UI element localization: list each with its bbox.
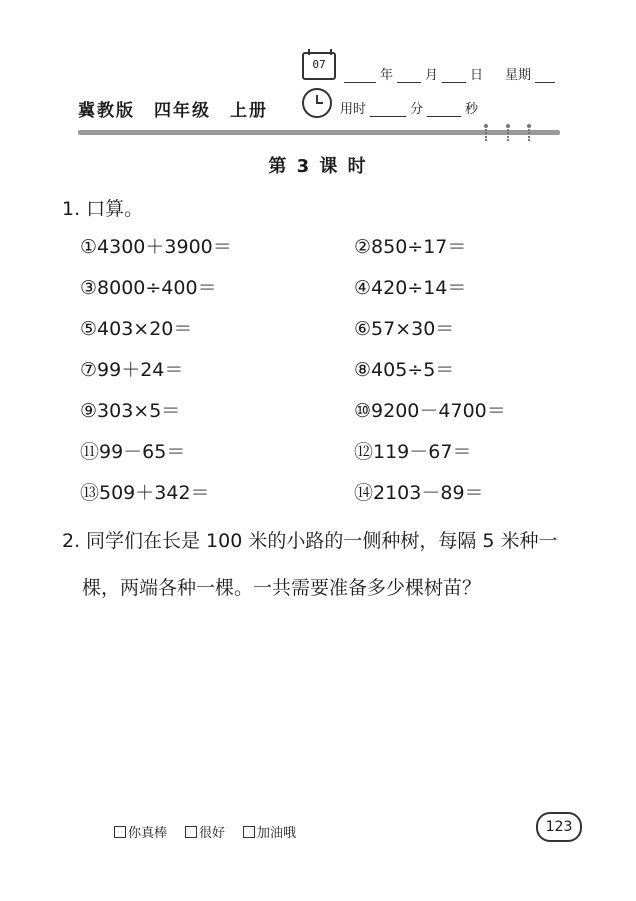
question-2-number: 2. xyxy=(62,530,81,552)
pin-icon xyxy=(506,124,510,142)
self-rating xyxy=(114,822,296,841)
calendar-rings xyxy=(308,49,332,55)
calendar-icon-number: 07 xyxy=(312,58,326,71)
calc-item: ⑭2103－89＝ xyxy=(354,482,484,504)
weekday-blank[interactable] xyxy=(535,70,555,83)
checkbox-icon[interactable] xyxy=(243,826,255,838)
calc-item: ④420÷14＝ xyxy=(354,277,467,299)
question-2-text-1: 同学们在长是 100 米的小路的一侧种树，每隔 5 米种一 xyxy=(86,530,558,552)
calc-item: ⑥57×30＝ xyxy=(354,318,455,340)
day-blank[interactable] xyxy=(442,70,466,83)
checkbox-icon[interactable] xyxy=(185,826,197,838)
question-2-text-2: 棵，两端各种一棵。一共需要准备多少棵树苗？ xyxy=(82,577,482,599)
question-2-line-1 xyxy=(62,518,582,565)
lesson-title: 第 3 课 时 xyxy=(268,156,368,177)
calc-item: ⑬509＋342＝ xyxy=(80,482,210,504)
minutes-blank[interactable] xyxy=(370,104,406,117)
rating-option-keep-going[interactable] xyxy=(243,822,296,841)
question-1-title: 1. 口算。 xyxy=(62,198,144,220)
minutes-label: 分 xyxy=(410,102,424,117)
publisher-label: 冀教版 四年级 上册 xyxy=(78,101,268,121)
month-label: 月 xyxy=(425,68,439,83)
calc-item: ②850÷17＝ xyxy=(354,236,467,258)
calc-item: ⑨303×5＝ xyxy=(80,400,181,422)
question-2 xyxy=(62,518,582,612)
calc-item: ⑤403×20＝ xyxy=(80,318,193,340)
month-blank[interactable] xyxy=(397,70,421,83)
calc-item: ⑪99－65＝ xyxy=(80,441,186,463)
seconds-blank[interactable] xyxy=(427,104,461,117)
rating-label: 加油哦 xyxy=(257,826,297,841)
checkbox-icon[interactable] xyxy=(114,826,126,838)
pin-icon xyxy=(527,124,531,142)
time-line xyxy=(340,98,478,117)
clock-icon xyxy=(302,88,332,118)
calc-item: ⑩9200－4700＝ xyxy=(354,400,506,422)
calc-item: ⑫119－67＝ xyxy=(354,441,472,463)
page-number: 123 xyxy=(536,812,582,842)
rating-label: 很好 xyxy=(199,826,226,841)
calc-item: ⑦99＋24＝ xyxy=(80,359,184,381)
calc-item: ①4300＋3900＝ xyxy=(80,236,232,258)
calendar-icon xyxy=(302,52,336,80)
year-blank[interactable] xyxy=(344,70,376,83)
pin-icon xyxy=(484,124,488,142)
rating-label: 你真棒 xyxy=(128,826,168,841)
time-used-label: 用时 xyxy=(340,102,367,117)
calc-item: ③8000÷400＝ xyxy=(80,277,217,299)
date-line xyxy=(340,64,559,83)
year-label: 年 xyxy=(380,68,394,83)
calc-item: ⑧405÷5＝ xyxy=(354,359,455,381)
rating-option-good[interactable] xyxy=(185,822,225,841)
seconds-label: 秒 xyxy=(465,102,479,117)
rating-option-great[interactable] xyxy=(114,822,167,841)
day-label: 日 xyxy=(470,68,484,83)
weekday-label: 星期 xyxy=(505,68,532,83)
